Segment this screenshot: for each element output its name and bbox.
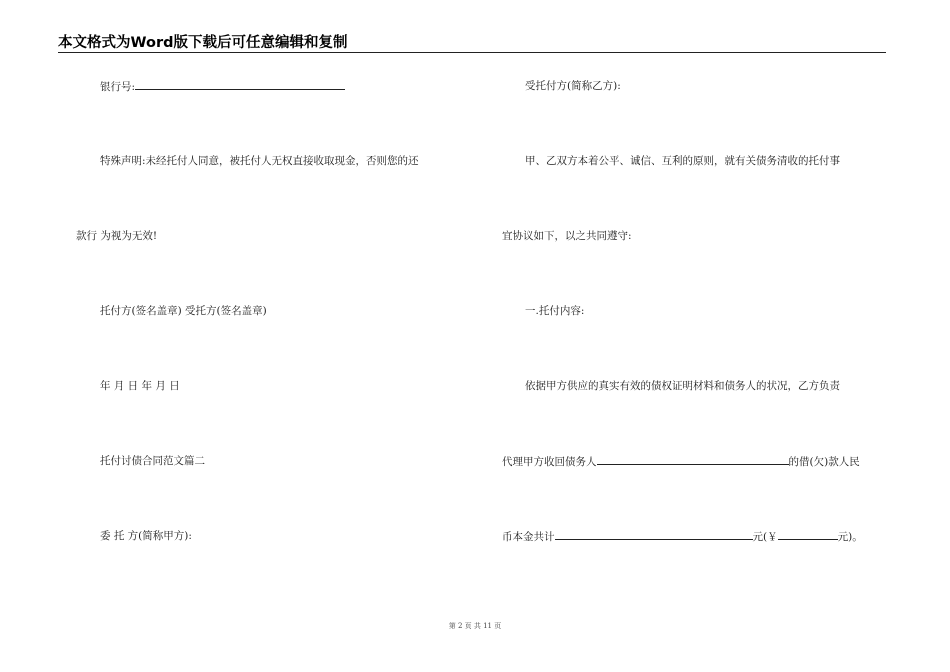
special-note-line-2: 款行 为视为无效! (76, 230, 158, 242)
contract-heading-two: 托付讨债合同范文篇二 (100, 455, 205, 467)
amount-words-blank (555, 529, 753, 540)
content-line-1: 依据甲方供应的真实有效的债权证明材料和债务人的状况，乙方负责 (525, 380, 840, 392)
content-line-3 (502, 529, 863, 544)
content-line-2-end: 的借(欠)款人民 (788, 456, 860, 468)
special-note-line-1: 特殊声明:未经托付人同意，被托付人无权直接收取现金，否则您的还 (100, 155, 419, 167)
bank-number-label: 银行号: (100, 81, 136, 93)
date-line: 年 月 日 年 月 日 (100, 380, 180, 392)
party-b-line: 受托付方(简称乙方): (525, 80, 621, 92)
page-footer: 第 2 页 共 11 页 (448, 622, 502, 630)
section-one-heading: 一.托付内容: (525, 305, 585, 317)
document-header-title: 本文格式为Word版下载后可任意编辑和复制 (58, 35, 348, 51)
intro-line-2: 宜协议如下，以之共同遵守: (502, 230, 632, 242)
content-line-3-start: 币本金共计 (502, 531, 555, 543)
party-a-line: 委 托 方(简称甲方): (100, 530, 192, 542)
content-line-3-mid: 元(￥ (752, 531, 778, 543)
content-line-3-end: 元)。 (837, 531, 863, 543)
content-line-2 (502, 454, 860, 469)
header-divider (58, 52, 886, 53)
debtor-name-blank (597, 454, 789, 465)
intro-line-1: 甲、乙双方本着公平、诚信、互利的原则，就有关债务清收的托付事 (525, 155, 840, 167)
bank-number-line (100, 79, 345, 94)
amount-figures-blank (778, 529, 838, 540)
signature-line: 托付方(签名盖章) 受托方(签名盖章) (100, 305, 267, 317)
bank-number-blank (135, 79, 345, 90)
content-line-2-start: 代理甲方收回债务人 (502, 456, 597, 468)
